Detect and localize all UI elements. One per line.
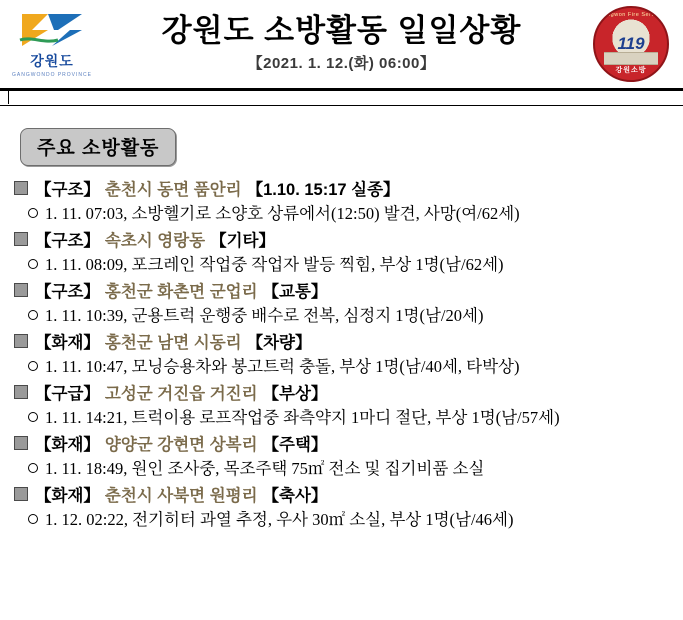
entry-category: 【구조】 [35, 283, 100, 302]
entry-place: 춘천시 동면 품안리 [104, 181, 242, 199]
entry-heading [14, 282, 683, 303]
entry-place: 홍천군 화촌면 군업리 [104, 283, 258, 302]
entry-heading [14, 486, 683, 507]
entry-place: 홍천군 남면 시동리 [104, 334, 242, 353]
entry-heading [14, 231, 683, 252]
list-item [14, 435, 683, 479]
entry-heading [14, 384, 683, 405]
entry-heading [14, 180, 683, 201]
square-bullet-icon [14, 487, 28, 501]
entry-tag: 【축사】 [262, 487, 328, 506]
entry-detail-text: 1. 11. 10:47, 모닝승용차와 봉고트럭 충돌, 부상 1명(남/40세, 타박상) [45, 356, 520, 376]
entry-category: 【화재】 [35, 436, 100, 455]
entry-tag: 【차량】 [246, 334, 312, 353]
circle-bullet-icon [28, 412, 38, 422]
entry-place: 고성군 거진읍 거진리 [104, 385, 258, 404]
circle-bullet-icon [28, 208, 38, 218]
emblem-bottom-text: 강원소방 [615, 67, 647, 74]
gangwon-logo [0, 2, 104, 86]
entry-detail [28, 458, 683, 479]
entry-detail-text: 1. 11. 10:39, 군용트럭 운행중 배수로 전복, 심정지 1명(남/20세) [45, 305, 484, 325]
fire-service-emblem-block [579, 6, 683, 82]
list-item [14, 333, 683, 377]
fire-service-emblem [593, 6, 669, 82]
list-item [14, 486, 683, 530]
report-date: 【2021. 1. 12.(화) 06:00】 [247, 54, 436, 72]
square-bullet-icon [14, 181, 28, 195]
entry-detail [28, 254, 683, 275]
title-block [104, 13, 579, 75]
section-heading-wrap [20, 128, 683, 166]
circle-bullet-icon [28, 259, 38, 269]
square-bullet-icon [14, 334, 28, 348]
gangwon-logo-label: 강원도 [30, 53, 74, 69]
circle-bullet-icon [28, 463, 38, 473]
entry-tag: 【부상】 [262, 385, 328, 404]
entry-detail [28, 407, 683, 428]
circle-bullet-icon [28, 514, 38, 524]
entry-heading [14, 435, 683, 456]
emblem-top-text: Gangwon Fire Service [598, 12, 664, 18]
emblem-119-text: 119 [617, 34, 645, 53]
entry-tag: 【교통】 [262, 283, 328, 302]
circle-bullet-icon [28, 310, 38, 320]
entry-category: 【구조】 [35, 232, 100, 251]
square-bullet-icon [14, 436, 28, 450]
entry-detail-text: 1. 11. 18:49, 원인 조사중, 목조주택 75㎡ 전소 및 집기비품 소실 [45, 458, 485, 478]
square-bullet-icon [14, 385, 28, 399]
entry-place: 양양군 강현면 상복리 [104, 436, 258, 455]
entry-category: 【구조】 [35, 181, 100, 199]
gangwon-logo-sublabel: GANGWONDO PROVINCE [12, 72, 92, 78]
document-header [0, 0, 683, 91]
activity-list [14, 180, 683, 530]
list-item [14, 384, 683, 428]
entry-place: 속초시 영랑동 [104, 232, 206, 251]
entry-detail [28, 203, 683, 224]
list-item [14, 282, 683, 326]
entry-detail [28, 509, 683, 530]
entry-detail-text: 1. 11. 08:09, 포크레인 작업중 작업자 발등 찍힘, 부상 1명(남/62세) [45, 254, 504, 274]
entry-category: 【화재】 [35, 334, 100, 353]
entry-detail-text: 1. 11. 14:21, 트럭이용 로프작업중 좌측약지 1마디 절단, 부상 1명(남/57세) [45, 407, 560, 427]
entry-detail [28, 305, 683, 326]
entry-place: 춘천시 사북면 원평리 [104, 487, 258, 506]
list-item [14, 231, 683, 275]
header-rule [0, 91, 683, 106]
list-item [14, 180, 683, 224]
page-title: 강원도 소방활동 일일상황 [161, 13, 522, 49]
entry-detail [28, 356, 683, 377]
entry-tag: 【기타】 [210, 232, 275, 251]
entry-detail-text: 1. 11. 07:03, 소방헬기로 소양호 상류에서(12:50) 발견, 사망(여/62세) [45, 203, 520, 223]
entry-heading [14, 333, 683, 354]
entry-detail-text: 1. 12. 02:22, 전기히터 과열 추정, 우사 30㎡ 소실, 부상 1명(남/46세) [45, 510, 514, 529]
entry-category: 【화재】 [35, 487, 100, 506]
section-title-badge: 주요 소방활동 [20, 128, 176, 166]
entry-tag: 【주택】 [262, 436, 328, 455]
gangwon-logo-mark [18, 10, 86, 50]
entry-category: 【구급】 [35, 385, 100, 404]
square-bullet-icon [14, 283, 28, 297]
text-caret [8, 91, 9, 104]
square-bullet-icon [14, 232, 28, 246]
circle-bullet-icon [28, 361, 38, 371]
entry-tag: 【1.10. 15:17 실종】 [246, 181, 400, 199]
